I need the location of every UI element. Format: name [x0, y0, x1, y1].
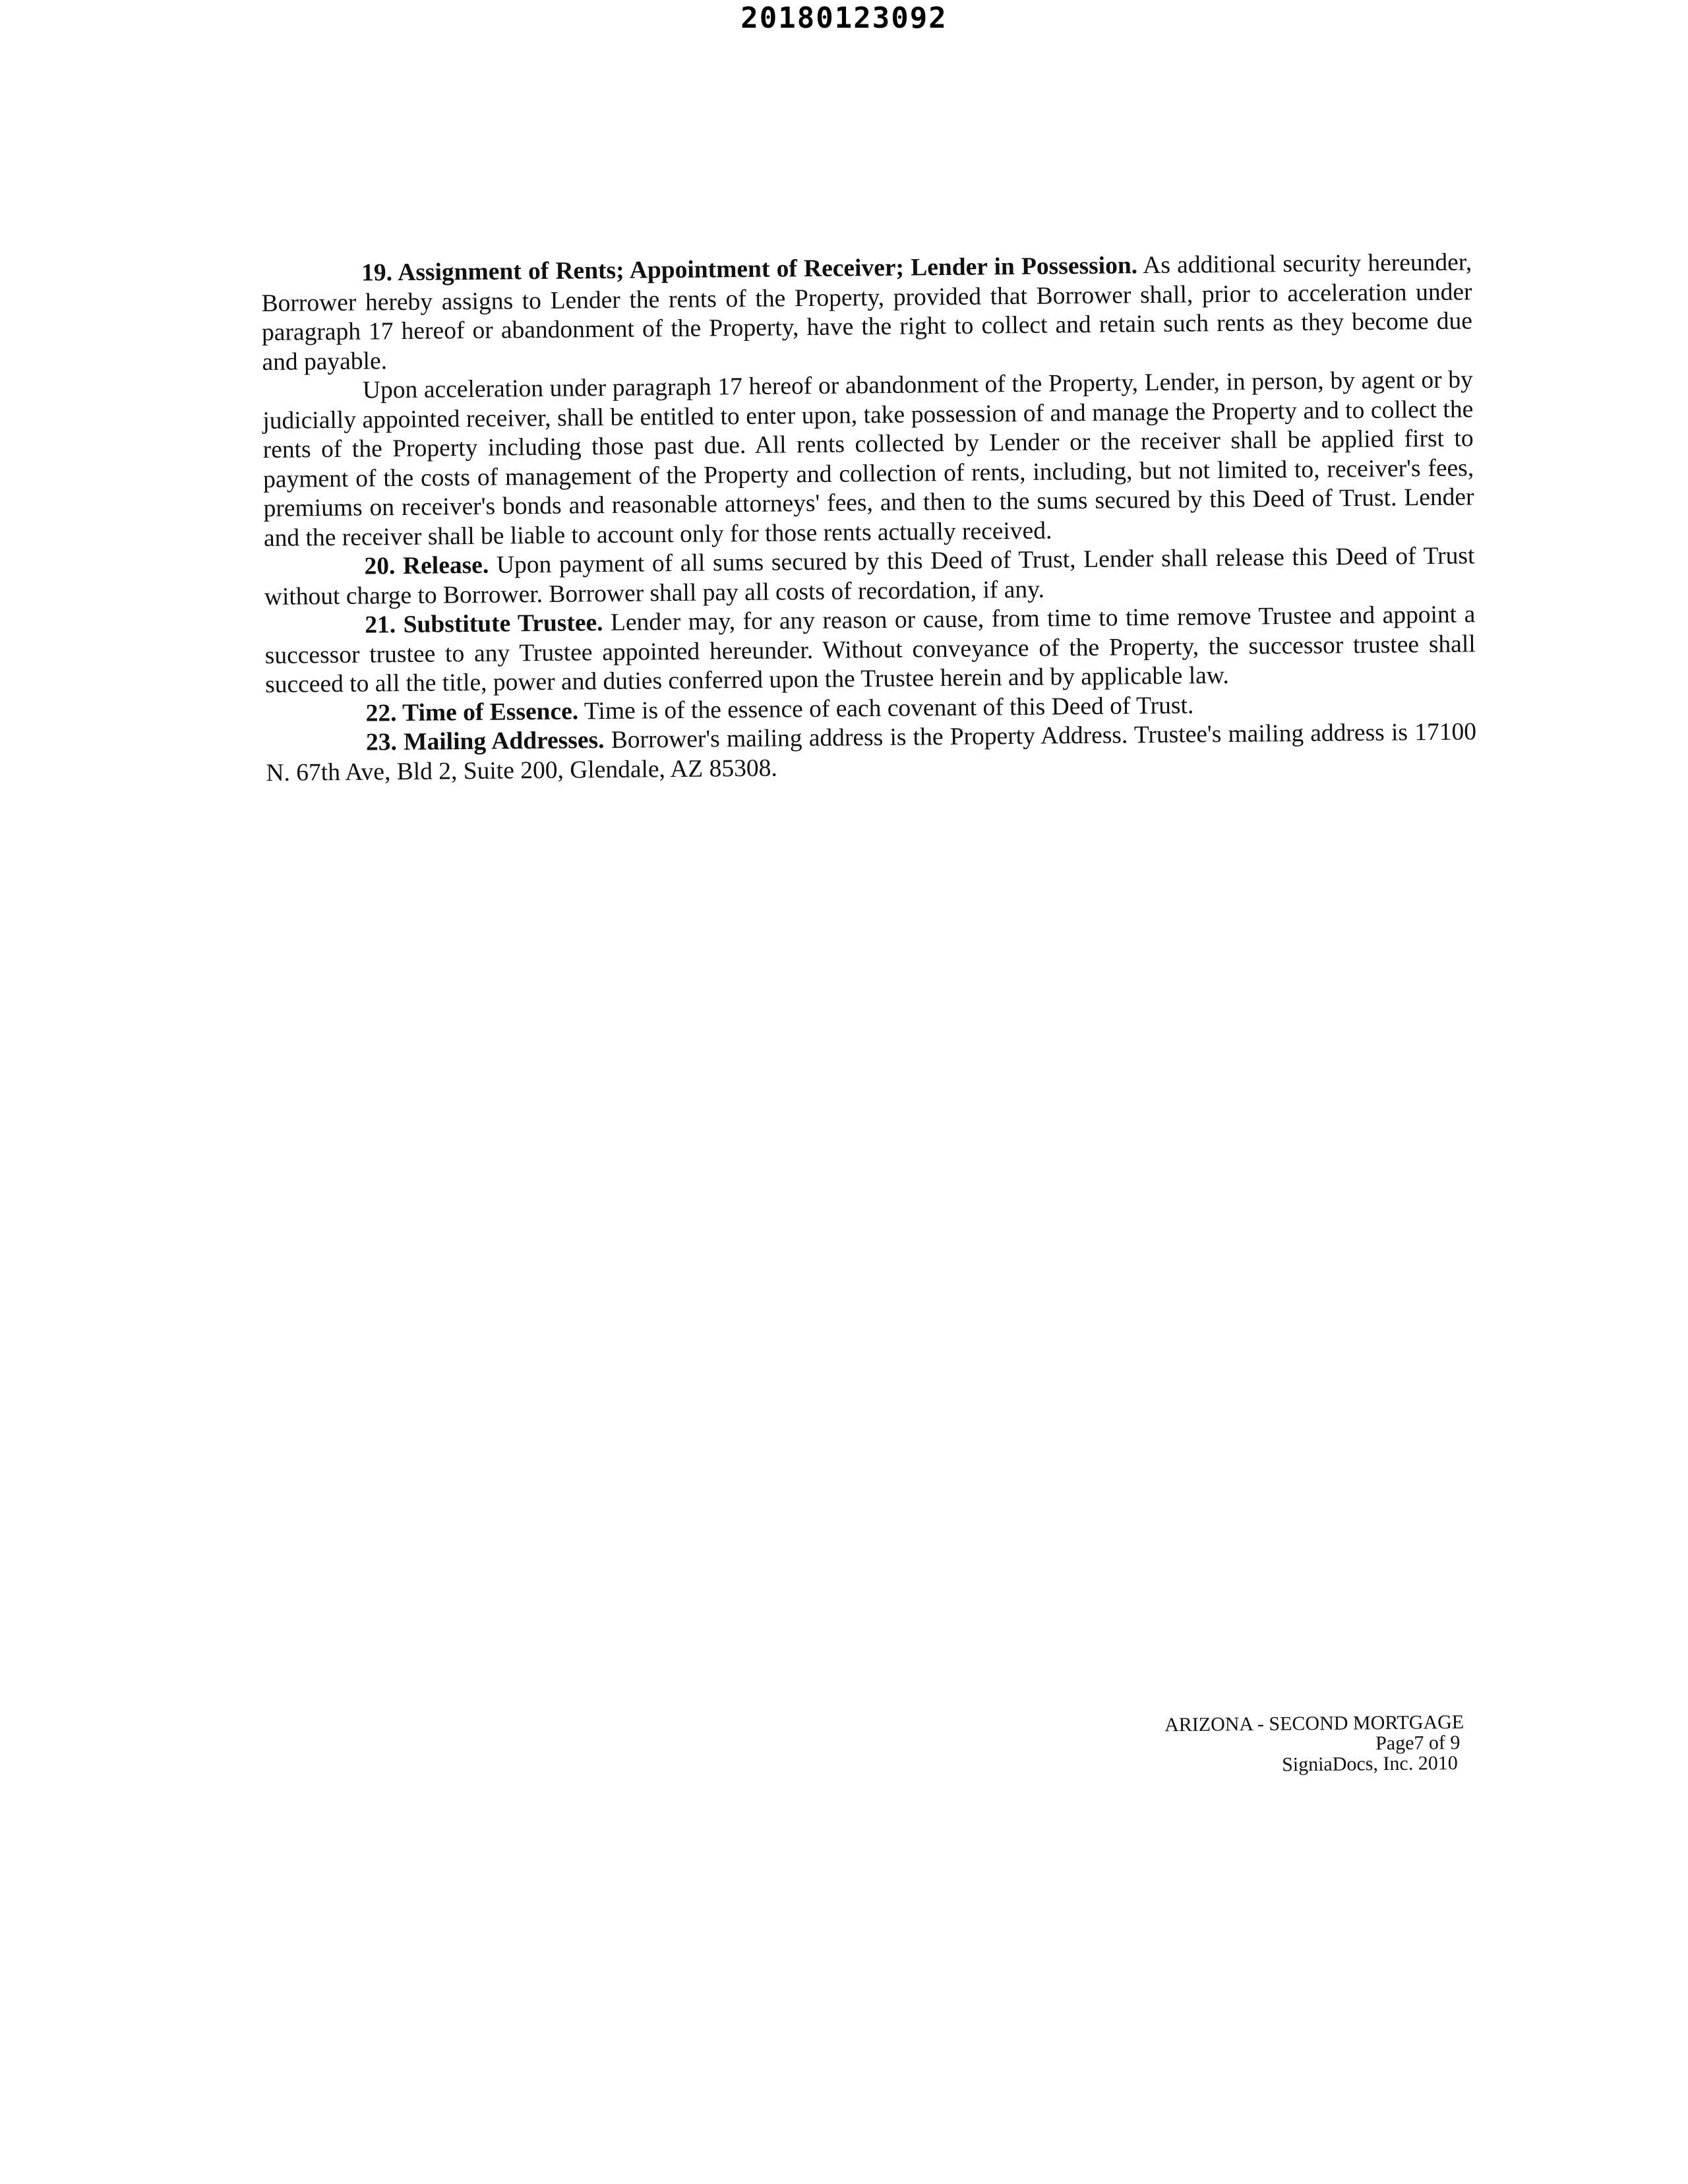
page-number: Page7 of 9 — [1375, 1732, 1461, 1755]
paragraph-text: Time is of the essence of each covenant of this Deed of Trust. — [584, 691, 1194, 725]
copyright-notice: SigniaDocs, Inc. 2010 — [1281, 1752, 1458, 1776]
paragraph-text: As additional security hereunder, Borrower hereby assigns to Lender the rents of the Property, provided that Borrower shall, prior to acceleration under paragraph 17 hereof or abandonment of the Property, have the right to collect and retain such rents as they become due and payable. — [261, 249, 1473, 376]
paragraph-heading: 21. Substitute Trustee. — [365, 609, 603, 639]
paragraph-21-substitute-trustee — [264, 600, 1476, 700]
paragraph-text: Borrower's mailing address is the Property Address. Trustee's mailing address is 17100 N. 67th Ave, Bld 2, Suite 200, Glendale, AZ 85308. — [266, 718, 1477, 787]
recording-number: 20180123092 — [740, 1, 948, 35]
page-footer — [1055, 1712, 1464, 1777]
paragraph-heading: 20. Release. — [364, 551, 489, 580]
paragraph-heading: 22. Time of Essence. — [365, 697, 579, 727]
paragraph-19-assignment-of-rents — [261, 248, 1473, 377]
paragraph-text: Upon payment of all sums secured by this Deed of Trust, Lender shall release this Deed of Trust without charge to Borrower. Borrower shall pay all costs of recordation, if any. — [264, 542, 1475, 611]
paragraph-heading: 23. Mailing Addresses. — [365, 727, 605, 756]
paragraph-text: Lender may, for any reason or cause, from time to time remove Trustee and appoint a successor trustee to any Trustee appointed hereunder. Without conveyance of the Property, the successor trustee shall succeed to all the title, power and duties conferred upon the Trustee herein and by applicable law. — [264, 601, 1476, 698]
paragraph-20-release — [264, 541, 1475, 612]
document-body — [261, 248, 1477, 788]
paragraph-23-mailing-addresses — [266, 717, 1477, 788]
paragraph-19-continued — [262, 365, 1474, 553]
paragraph-heading: 19. Assignment of Rents; Appointment of Receiver; Lender in Possession. — [361, 252, 1138, 287]
paragraph-text: Upon acceleration under paragraph 17 hereof or abandonment of the Property, Lender, in person, by agent or by judicially appointed receiver, shall be entitled to enter upon, take possession of and manage the Property and to collect the rents of the Property including those past due. All rents collected by Lender or the receiver shall be applied first to payment of the costs of management of the Property and collection of rents, including, but not limited to, receiver's fees, premiums on receiver's bonds and reasonable attorneys' fees, and then to the sums secured by this Deed of Trust. Lender and the receiver shall be liable to account only for those rents actually received. — [262, 366, 1474, 552]
form-title: ARIZONA - SECOND MORTGAGE — [1164, 1711, 1464, 1736]
